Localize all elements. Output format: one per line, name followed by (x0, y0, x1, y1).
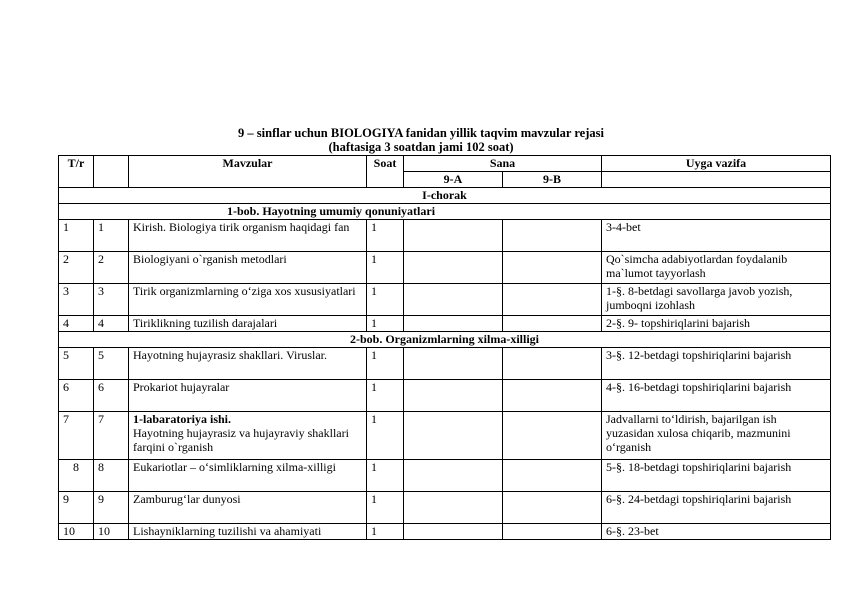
lesson-number: 5 (94, 348, 129, 380)
date-9a-cell (404, 252, 503, 284)
homework-cell: 5-§. 18-betdagi topshiriqlarini bajarish (602, 460, 831, 492)
date-9a-cell (404, 492, 503, 524)
chapter-1-title: 1-bob. Hayotning umumiy qonuniyatlari (59, 204, 831, 220)
homework-cell: 6-§. 24-betdagi topshiriqlarini bajarish (602, 492, 831, 524)
header-topics: Mavzular (129, 156, 367, 188)
table-row (59, 412, 831, 460)
table-row (59, 460, 831, 492)
topic-cell: Lishayniklarning tuzilishi va ahamiyati (129, 524, 367, 540)
hours-cell: 1 (367, 220, 404, 252)
header-tr: T/r (59, 156, 94, 188)
row-number: 5 (59, 348, 94, 380)
date-9a-cell (404, 220, 503, 252)
lab-work-title: 1-labaratoriya ishi. (133, 412, 231, 426)
topic-cell: Kirish. Biologiya tirik organism haqidagi fan (129, 220, 367, 252)
lesson-number: 4 (94, 316, 129, 332)
row-number: 8 (59, 460, 94, 492)
quarter-label: I-chorak (59, 188, 831, 204)
topic-cell: Tirik organizmlarning o‘ziga xos xususiyatlari (129, 284, 367, 316)
hours-cell: 1 (367, 492, 404, 524)
lesson-number: 1 (94, 220, 129, 252)
header-empty (94, 156, 129, 188)
topic-cell: Hayotning hujayrasiz shakllari. Viruslar. (129, 348, 367, 380)
row-number: 2 (59, 252, 94, 284)
lesson-number: 2 (94, 252, 129, 284)
document-subtitle: (haftasiga 3 soatdan jami 102 soat) (328, 140, 514, 154)
chapter-row (59, 332, 831, 348)
hours-cell: 1 (367, 348, 404, 380)
schedule-table (58, 155, 831, 540)
lesson-number: 8 (94, 460, 129, 492)
date-9b-cell (503, 492, 602, 524)
date-9a-cell (404, 460, 503, 492)
topic-cell: Prokariot hujayralar (129, 380, 367, 412)
topic-cell: Zamburug‘lar dunyosi (129, 492, 367, 524)
hours-cell: 1 (367, 460, 404, 492)
header-homework: Uyga vazifa (602, 156, 831, 172)
header-class-a: 9-A (404, 172, 503, 188)
date-9b-cell (503, 348, 602, 380)
row-number: 10 (59, 524, 94, 540)
chapter-row (59, 204, 831, 220)
homework-cell: 1-§. 8-betdagi savollarga javob yozish, jumboqni izohlash (602, 284, 831, 316)
hours-cell: 1 (367, 380, 404, 412)
lesson-number: 7 (94, 412, 129, 460)
chapter-2-title: 2-bob. Organizmlarning xilma-xilligi (59, 332, 831, 348)
date-9b-cell (503, 220, 602, 252)
date-9b-cell (503, 284, 602, 316)
topic-cell: Eukariotlar – o‘simliklarning xilma-xilligi (129, 460, 367, 492)
row-number: 1 (59, 220, 94, 252)
date-9b-cell (503, 524, 602, 540)
row-number: 6 (59, 380, 94, 412)
homework-cell: 2-§. 9- topshiriqlarini bajarish (602, 316, 831, 332)
homework-cell: Qo`simcha adabiyotlardan foydalanib ma`lumot tayyorlash (602, 252, 831, 284)
homework-cell: Jadvallarni to‘ldirish, bajarilgan ish yuzasidan xulosa chiqarib, mazmunini o‘rganish (602, 412, 831, 460)
date-9a-cell (404, 380, 503, 412)
table-row (59, 348, 831, 380)
table-row (59, 252, 831, 284)
table-row (59, 524, 831, 540)
lesson-number: 9 (94, 492, 129, 524)
hours-cell: 1 (367, 284, 404, 316)
date-9a-cell (404, 316, 503, 332)
table-row (59, 220, 831, 252)
date-9b-cell (503, 412, 602, 460)
hours-cell: 1 (367, 316, 404, 332)
topic-cell (129, 412, 367, 460)
homework-cell: 4-§. 16-betdagi topshiriqlarini bajarish (602, 380, 831, 412)
document-title: 9 – sinflar uchun BIOLOGIYA fanidan yillik taqvim mavzular rejasi (238, 126, 604, 140)
header-date: Sana (404, 156, 602, 172)
date-9b-cell (503, 252, 602, 284)
lesson-number: 6 (94, 380, 129, 412)
row-number: 4 (59, 316, 94, 332)
hours-cell: 1 (367, 524, 404, 540)
topic-cell: Tiriklikning tuzilish darajalari (129, 316, 367, 332)
row-number: 9 (59, 492, 94, 524)
lesson-number: 3 (94, 284, 129, 316)
header-class-b: 9-B (503, 172, 602, 188)
homework-cell: 3-4-bet (602, 220, 831, 252)
quarter-row (59, 188, 831, 204)
date-9b-cell (503, 380, 602, 412)
header-hours: Soat (367, 156, 404, 188)
row-number: 7 (59, 412, 94, 460)
date-9a-cell (404, 348, 503, 380)
header-homework-sub (602, 172, 831, 188)
table-header-row (59, 156, 831, 172)
hours-cell: 1 (367, 412, 404, 460)
date-9a-cell (404, 412, 503, 460)
date-9a-cell (404, 284, 503, 316)
homework-cell: 6-§. 23-bet (602, 524, 831, 540)
table-row (59, 316, 831, 332)
table-row (59, 492, 831, 524)
table-row (59, 284, 831, 316)
row-number: 3 (59, 284, 94, 316)
date-9b-cell (503, 460, 602, 492)
lab-work-topic: Hayotning hujayrasiz va hujayraviy shakllari farqini o`rganish (133, 426, 349, 454)
hours-cell: 1 (367, 252, 404, 284)
date-9a-cell (404, 524, 503, 540)
lesson-number: 10 (94, 524, 129, 540)
homework-cell: 3-§. 12-betdagi topshiriqlarini bajarish (602, 348, 831, 380)
date-9b-cell (503, 316, 602, 332)
topic-cell: Biologiyani o`rganish metodlari (129, 252, 367, 284)
table-row (59, 380, 831, 412)
